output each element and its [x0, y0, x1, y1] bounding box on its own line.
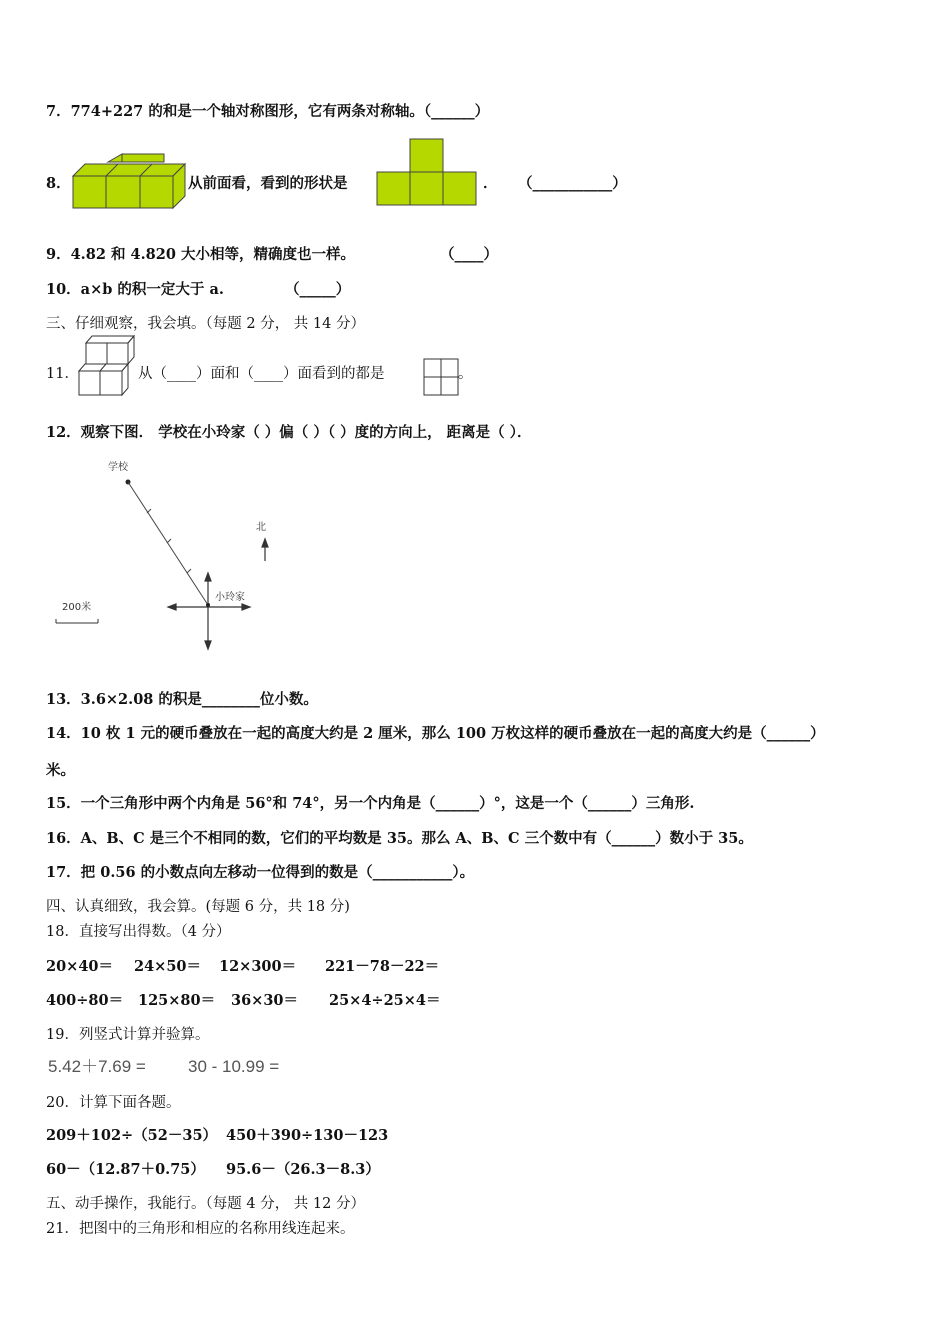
q19-expression: 5.42＋7.69 = — [48, 1057, 146, 1076]
section-3-heading: 三、仔细观察，我会填。（每题 2 分， 共 14 分） — [46, 316, 365, 332]
north-arrow — [262, 539, 268, 561]
section-4-heading: 四、认真细致，我会算。(每题 6 分，共 18 分) — [46, 899, 350, 915]
question-19: 19．列竖式计算并验算。 — [46, 1027, 210, 1043]
scale-bar — [56, 619, 98, 623]
question-11-text: 从（____）面和（____）面看到的都是 — [138, 366, 385, 382]
q20-item: 209＋102÷（52－35） — [46, 1127, 218, 1144]
q18-item: 36×30＝ — [231, 992, 299, 1009]
question-14-line-1: 14．10 枚 1 元的硬币叠放在一起的高度大约是 2 厘米，那么 100 万枚这样的硬币叠放在一起的高度大约是（______） — [46, 725, 825, 742]
q18-item: 221－78－22＝ — [325, 958, 440, 975]
question-7: 7．774+227 的和是一个轴对称图形，它有两条对称轴。（______） — [46, 103, 490, 120]
front-view-figure — [376, 138, 478, 206]
question-16: 16．A、B、C 是三个不相同的数，它们的平均数是 35。那么 A、B、C 三个数中有（______）数小于 35。 — [46, 830, 753, 847]
q20-item: 95.6－（26.3－8.3） — [226, 1161, 380, 1178]
question-8-number: 8． — [46, 175, 71, 192]
scale-label: 200米 — [62, 602, 92, 613]
cube-row-figure — [72, 150, 188, 210]
question-14-line-2: 米。 — [46, 762, 75, 779]
question-11-number: 11． — [46, 366, 79, 382]
question-20: 20．计算下面各题。 — [46, 1095, 181, 1111]
question-8-period: ． — [483, 175, 498, 192]
section-5-heading: 五、动手操作，我能行。（每题 4 分， 共 12 分） — [46, 1196, 365, 1212]
q18-item: 125×80＝ — [138, 992, 216, 1009]
direction-map-figure — [50, 455, 290, 655]
grid-square-figure — [423, 358, 459, 396]
school-label: 学校 — [108, 462, 128, 473]
question-13: 13．3.6×2.08 的积是________位小数。 — [46, 691, 318, 708]
question-17: 17．把 0.56 的小数点向左移动一位得到的数是（___________）。 — [46, 864, 475, 881]
q18-item: 12×300＝ — [219, 958, 297, 975]
question-9: 9．4.82 和 4.820 大小相等，精确度也一样。 — [46, 246, 355, 263]
question-11-end: 。 — [458, 366, 473, 382]
question-9-answer-blank[interactable]: （____） — [440, 246, 498, 263]
question-10: 10．a×b 的积一定大于 a. — [46, 281, 224, 298]
question-12: 12．观察下图． 学校在小玲家（ ）偏（ ）（ ）度的方向上， 距离是（ ）． — [46, 424, 532, 441]
question-18: 18．直接写出得数。（4 分） — [46, 924, 231, 940]
q20-item: 450＋390÷130－123 — [226, 1127, 389, 1144]
question-8-text: 从前面看，看到的形状是 — [188, 175, 348, 192]
q19-expression: 30 - 10.99 = — [188, 1057, 280, 1076]
q18-item: 25×4÷25×4＝ — [329, 992, 441, 1009]
question-8-answer-blank[interactable]: （___________） — [518, 175, 627, 192]
question-15: 15．一个三角形中两个内角是 56°和 74°，另一个内角是（______）°，这是一个（______）三角形. — [46, 795, 695, 812]
q18-item: 400÷80＝ — [46, 992, 124, 1009]
q20-item: 60－（12.87＋0.75） — [46, 1161, 205, 1178]
home-label: 小玲家 — [215, 592, 245, 603]
north-label: 北 — [256, 522, 266, 533]
question-21: 21．把图中的三角形和相应的名称用线连起来。 — [46, 1221, 355, 1237]
q18-item: 24×50＝ — [134, 958, 202, 975]
compass-cross — [168, 573, 250, 649]
question-10-answer-blank[interactable]: （_____） — [285, 281, 351, 298]
q18-item: 20×40＝ — [46, 958, 114, 975]
stacked-cubes-figure — [78, 335, 136, 397]
school-home-line — [128, 482, 208, 605]
